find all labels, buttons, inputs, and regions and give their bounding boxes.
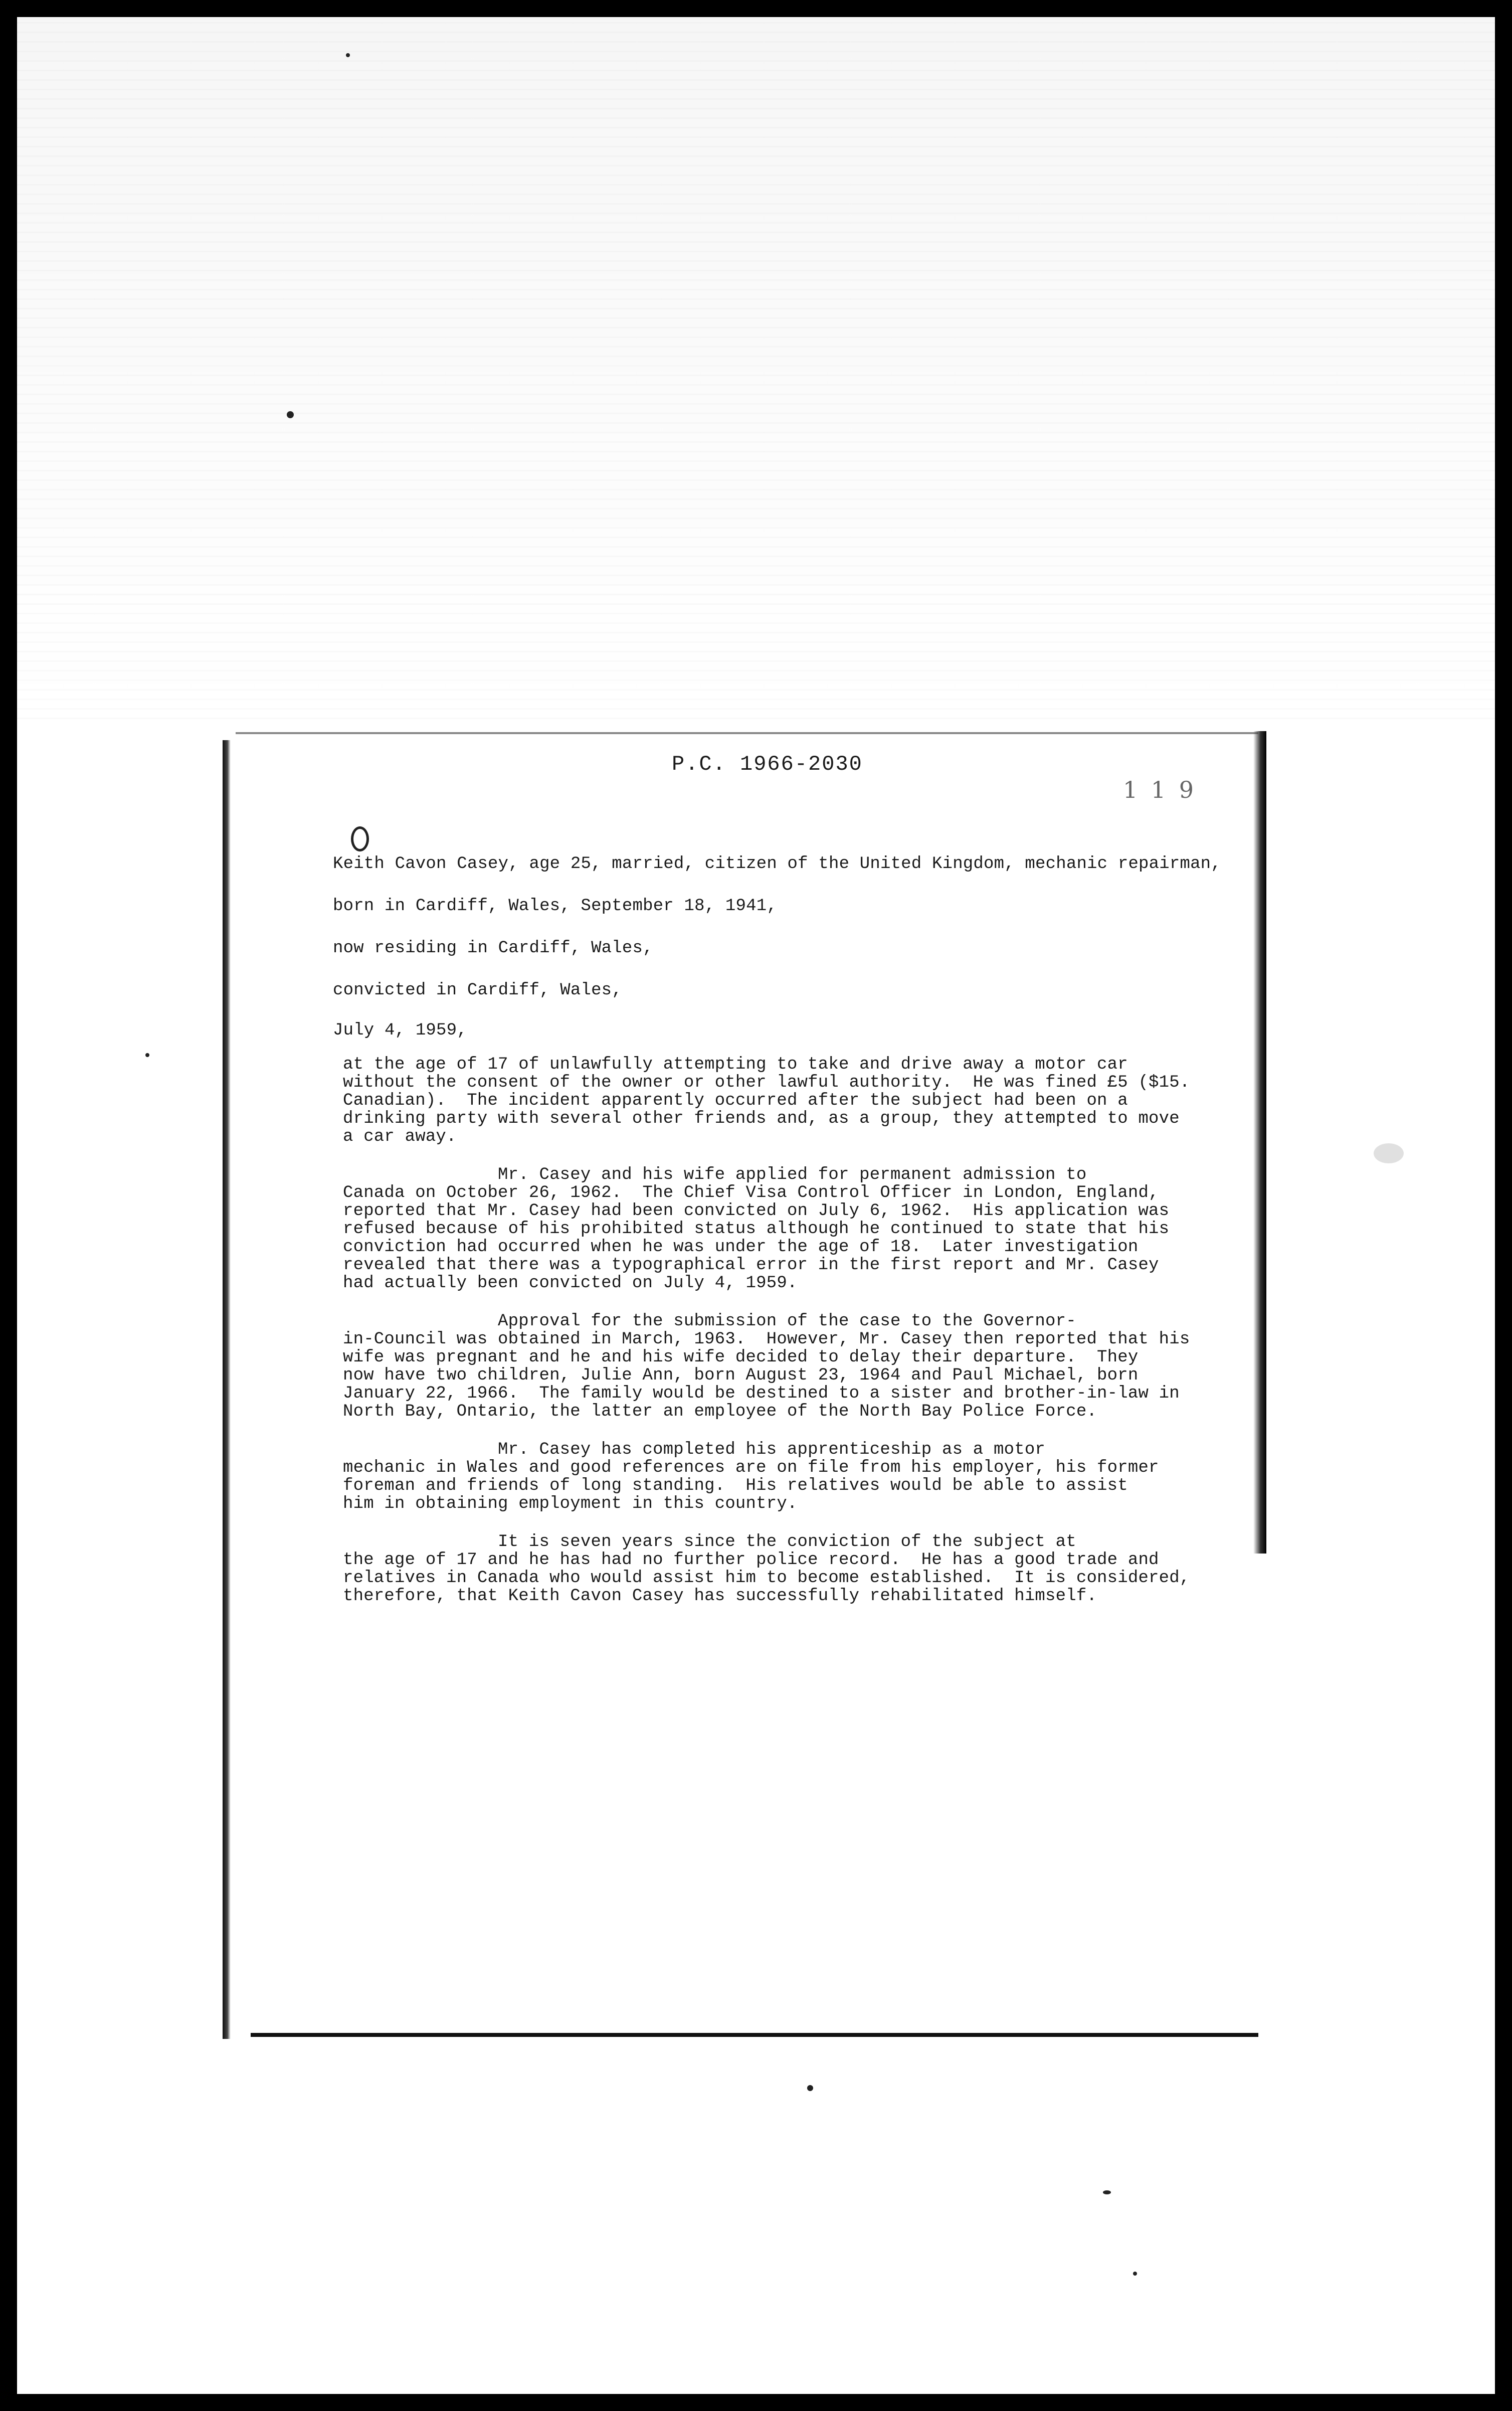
paragraph-1-line: drinking party with several other friends and, as a group, they attempted to move (343, 1109, 1180, 1128)
handwritten-page-number: 1 1 9 (1123, 776, 1197, 803)
paragraph-2-line: reported that Mr. Casey had been convicted on July 6, 1962. His application was (343, 1201, 1170, 1221)
paragraph-1-line: without the consent of the owner or other lawful authority. He was fined £5 ($15. (343, 1073, 1190, 1092)
paragraph-2-line: Canada on October 26, 1962. The Chief Visa Control Officer in London, England, (343, 1183, 1159, 1202)
paragraph-3-line: wife was pregnant and he and his wife decided to delay their departure. They (343, 1348, 1139, 1367)
paragraph-2-line: revealed that there was a typographical error in the first report and Mr. Casey (343, 1256, 1159, 1275)
paragraph-4-line: Mr. Casey has completed his apprenticeship as a motor (343, 1440, 1046, 1459)
paragraph-5-line: therefore, that Keith Cavon Casey has successfully rehabilitated himself. (343, 1587, 1097, 1606)
page-edge-top (236, 732, 1258, 734)
paragraph-4-line: mechanic in Wales and good references are on file from his employer, his former (343, 1458, 1159, 1477)
scan-speck (346, 53, 350, 57)
intro-line: convicted in Cardiff, Wales, (333, 981, 622, 1000)
scan-speck (287, 411, 294, 418)
paragraph-5-line: It is seven years since the conviction of the subject at (343, 1532, 1076, 1552)
paragraph-5-line: the age of 17 and he has had no further police record. He has a good trade and (343, 1551, 1159, 1570)
scan-smudge (1374, 1143, 1404, 1163)
paragraph-4-line: foreman and friends of long standing. His relatives would be able to assist (343, 1476, 1128, 1495)
paragraph-1-line: at the age of 17 of unlawfully attempting to take and drive away a motor car (343, 1055, 1128, 1074)
paragraph-2-line: had actually been convicted on July 4, 1959. (343, 1274, 798, 1293)
paragraph-3-line: now have two children, Julie Ann, born August 23, 1964 and Paul Michael, born (343, 1366, 1139, 1385)
page-edge-left (223, 740, 231, 2039)
intro-line: Keith Cavon Casey, age 25, married, citizen of the United Kingdom, mechanic repairman, (333, 854, 1221, 874)
page-edge-right (1253, 731, 1266, 1554)
handwritten-circle-mark (351, 826, 369, 851)
paragraph-4-line: him in obtaining employment in this country. (343, 1494, 798, 1513)
paragraph-5-line: relatives in Canada who would assist him to become established. It is considered, (343, 1569, 1190, 1588)
scan-speck (1103, 2190, 1111, 2194)
paragraph-2-line: conviction had occurred when he was under the age of 18. Later investigation (343, 1238, 1139, 1257)
paragraph-2-line: Mr. Casey and his wife applied for permanent admission to (343, 1165, 1087, 1184)
page-edge-bottom (251, 2033, 1258, 2037)
paragraph-3-line: Approval for the submission of the case to the Governor- (343, 1312, 1076, 1331)
scan-background (17, 17, 1495, 719)
paragraph-3-line: in-Council was obtained in March, 1963. However, Mr. Casey then reported that his (343, 1330, 1190, 1349)
scan-speck (1133, 2272, 1137, 2276)
intro-line: born in Cardiff, Wales, September 18, 1941, (333, 897, 777, 916)
scan-speck (145, 1053, 149, 1057)
intro-line: July 4, 1959, (333, 1021, 467, 1040)
paragraph-1-line: Canadian). The incident apparently occurred after the subject had been on a (343, 1091, 1128, 1110)
scan-speck (807, 2085, 813, 2091)
order-number-heading: P.C. 1966-2030 (672, 752, 863, 776)
paragraph-1-line: a car away. (343, 1127, 457, 1146)
paragraph-2-line: refused because of his prohibited status although he continued to state that his (343, 1220, 1170, 1239)
paragraph-3-line: North Bay, Ontario, the latter an employee of the North Bay Police Force. (343, 1402, 1097, 1421)
paragraph-3-line: January 22, 1966. The family would be destined to a sister and brother-in-law in (343, 1384, 1180, 1403)
intro-line: now residing in Cardiff, Wales, (333, 939, 653, 958)
